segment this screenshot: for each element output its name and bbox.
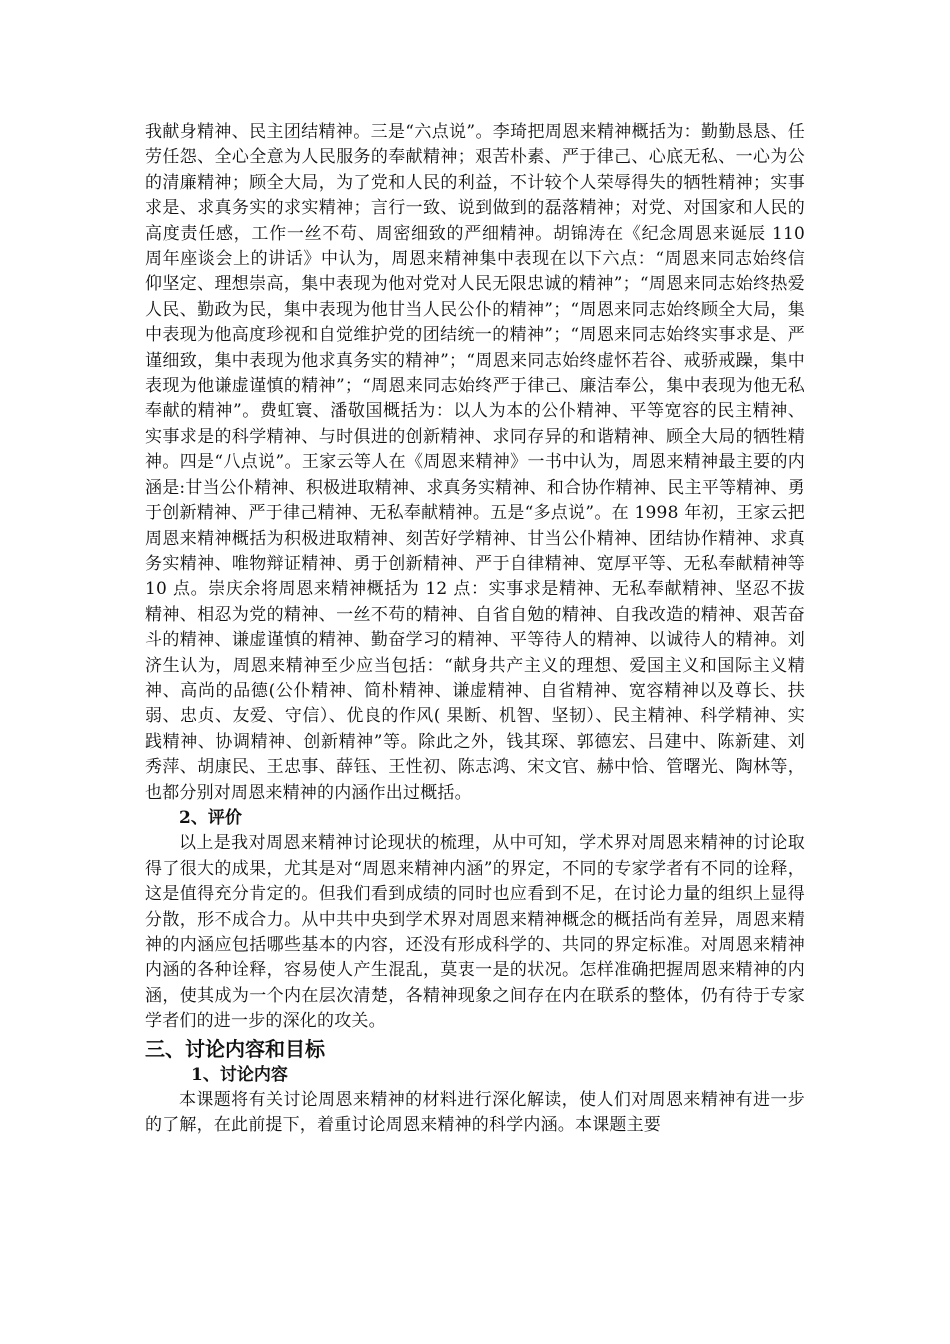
subheading-discussion-content: 1、讨论内容 (191, 1064, 288, 1085)
body-paragraph-evaluation: 以上是我对周恩来精神讨论现状的梳理，从中可知，学术界对周恩来精神的讨论取得了很大的成果，尤其是对“周恩来精神内涵”的界定，不同的专家学者有不同的诠释，这是值得充分肯定的。但我们看到成绩的同时也应看到不足，在讨论力量的组织上显得分散，形不成合力。从中共中央到学术界对周恩来精神概念的概括尚有差异，周恩来精神的内涵应包括哪些基本的内容，还没有形成科学的、共同的界定标准。对周恩来精神内涵的各种诠释，容易使人产生混乱，莫衷一是的状况。怎样准确把握周恩来精神的内涵，使其成为一个内在层次清楚，各精神现象之间存在内在联系的整体，仍有待于专家学者们的进一步的深化的攻关。 (145, 833, 805, 1032)
subheading-evaluation: 2、评价 (179, 807, 242, 828)
body-paragraph-definitions: 我献身精神、民主团结精神。三是“六点说”。李琦把周恩来精神概括为：勤勤恳恳、任劳任怨、全心全意为人民服务的奉献精神；艰苦朴素、严于律己、心底无私、一心为公的清廉精神；顾全大局，为了党和人民的利益，不计较个人荣辱得失的牺牲精神；实事求是、求真务实的求实精神；言行一致、说到做到的磊落精神；对党、对国家和人民的高度责任感，工作一丝不苟、周密细致的严细精神。胡锦涛在《纪念周恩来诞辰 110 周年座谈会上的讲话》中认为，周恩来精神集中表现在以下六点：“周恩来同志始终信仰坚定、理想崇高，集中表现为他对党对人民无限忠诚的精神”；“周恩来同志始终热爱人民、勤政为民，集中表现为他甘当人民公仆的精神”；“周恩来同志始终顾全大局，集中表现为他高度珍视和自觉维护党的团结统一的精神”；“周恩来同志始终实事求是、严谨细致，集中表现为他求真务实的精神”；“周恩来同志始终虚怀若谷、戒骄戒躁，集中表现为他谦虚谨慎的精神”；“周恩来同志始终严于律己、廉洁奉公，集中表现为他无私奉献的精神”。费虹寰、潘敬国概括为：以人为本的公仆精神、平等宽容的民主精神、实事求是的科学精神、与时俱进的创新精神、求同存异的和谐精神、顾全大局的牺牲精神。四是“八点说”。王家云等人在《周恩来精神》一书中认为，周恩来精神最主要的内涵是:甘当公仆精神、积极进取精神、求真务实精神、和合协作精神、民主平等精神、勇于创新精神、严于律己精神、无私奉献精神。五是“多点说”。在 1998 年初，王家云把周恩来精神概括为积极进取精神、刻苦好学精神、甘当公仆精神、团结协作精神、求真务实精神、唯物辩证精神、勇于创新精神、严于自律精神、宽厚平等、无私奉献精神等 10 点。崇庆余将周恩来精神概括为 12 点：实事求是精神、无私奉献精神、坚忍不拔精神、相忍为党的精神、一丝不苟的精神、自省自勉的精神、自我改造的精神、艰苦奋斗的精神、谦虚谨慎的精神、勤奋学习的精神、平等待人的精神、以诚待人的精神。刘济生认为，周恩来精神至少应当包括：“献身共产主义的理想、爱国主义和国际主义精神、高尚的品德(公仆精神、简朴精神、谦虚精神、自省精神、宽容精神以及尊长、扶弱、忠贞、友爱、守信）、优良的作风( 果断、机智、坚韧）、民主精神、科学精神、实践精神、协调精神、创新精神”等。除此之外，钱其琛、郭德宏、吕建中、陈新建、刘秀萍、胡康民、王忠事、薛钰、王性初、陈志鸿、宋文官、赫中恰、管曙光、陶林等，也都分别对周恩来精神的内涵作出过概括。 (145, 122, 805, 803)
body-paragraph-discussion: 本课题将有关讨论周恩来精神的材料进行深化解读，使人们对周恩来精神有进一步的了解，在此前提下，着重讨论周恩来精神的科学内涵。本课题主要 (145, 1090, 805, 1136)
section-heading-discussion: 三、讨论内容和目标 (145, 1036, 325, 1061)
document-page (145, 120, 805, 1139)
